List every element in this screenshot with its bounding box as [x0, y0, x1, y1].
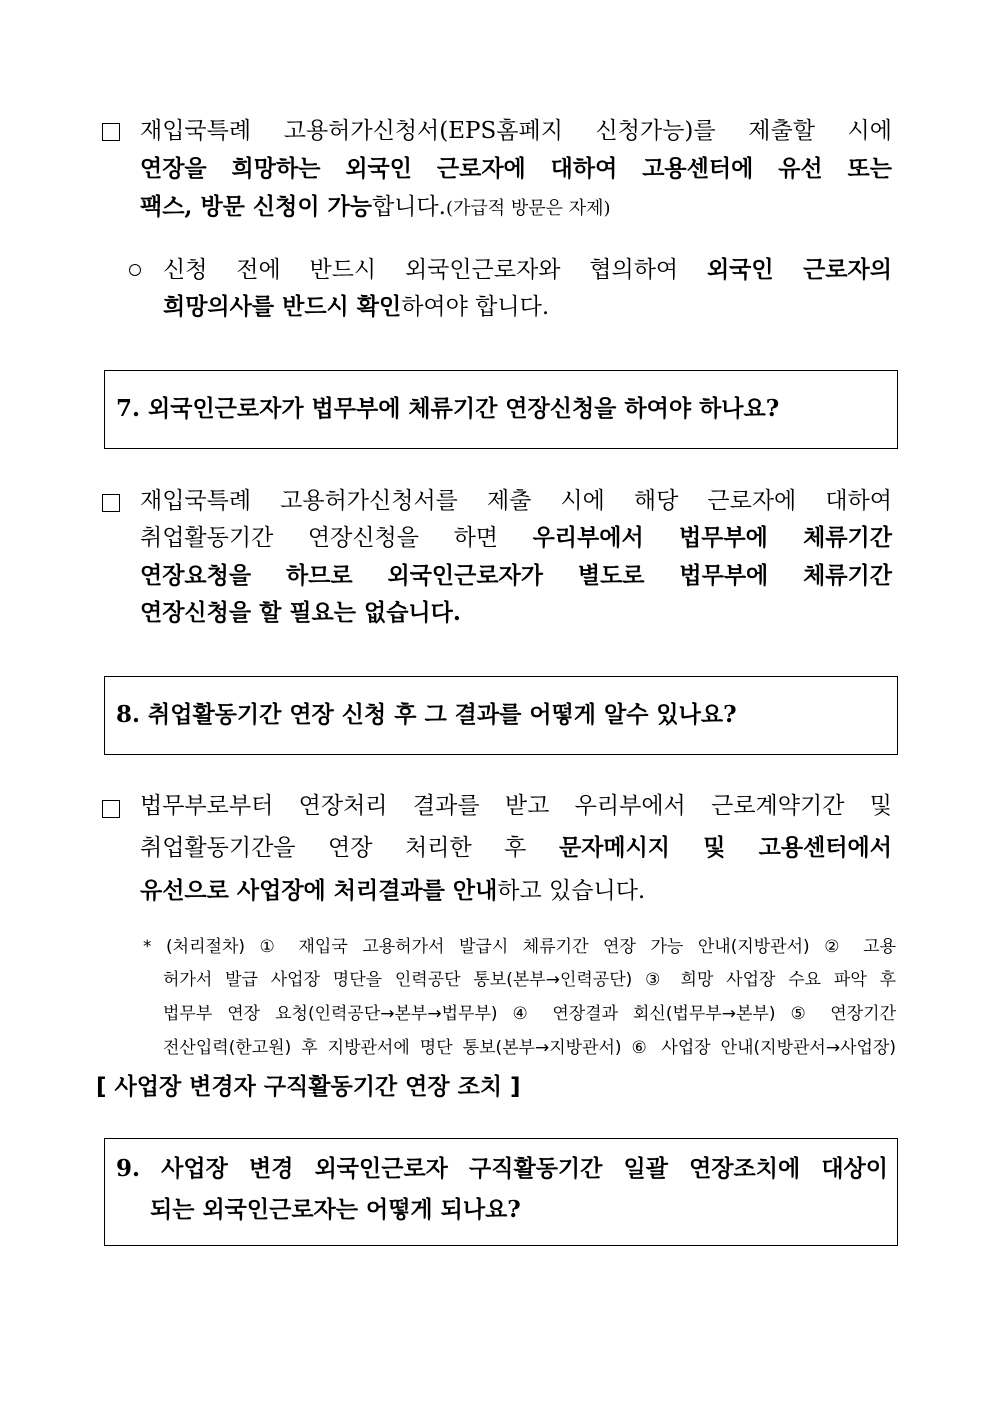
paragraph-3-line-2 [140, 833, 892, 863]
checkbox-bullet-icon [102, 123, 120, 141]
circle-bullet-icon [129, 264, 141, 276]
paragraph-3-line-3 [140, 876, 645, 906]
paragraph-2-line-3: 연장요청을 하므로 외국인근로자가 별도로 법무부에 체류기간 [140, 562, 892, 589]
paragraph-3-line-1: 법무부로부터 연장처리 결과를 받고 우리부에서 근로계약기간 및 [140, 793, 892, 819]
checkbox-bullet-icon [102, 494, 120, 512]
section-title: [ 사업장 변경자 구직활동기간 연장 조치 ] [96, 1074, 521, 1100]
paragraph-3-line-2-normal: 취업활동기간을 연장 처리한 후 [140, 835, 559, 861]
paragraph-1-line-1: 재입국특례 고용허가신청서(EPS홈페지 신청가능)를 제출할 시에 [140, 118, 892, 144]
procedure-note-line-4: 전산입력(한고원) 후 지방관서에 명단 통보(본부→지방관서) ⑥ 사업장 안내(지방관서→사업장) [163, 1038, 896, 1058]
checkbox-bullet-icon [102, 800, 120, 818]
sub-bullet-line-2-normal: 하여야 합니다. [401, 294, 550, 320]
procedure-note-line-2: 허가서 발급 사업장 명단을 인력공단 통보(본부→인력공단) ③ 희망 사업장 수요 파악 후 [163, 970, 896, 990]
paragraph-1-line-3-bold: 팩스, 방문 신청이 가능 [140, 193, 372, 220]
paragraph-2-line-2-normal: 취업활동기간 연장신청을 하면 [140, 525, 533, 551]
paragraph-1-line-3-note: (가급적 방문은 자제) [445, 198, 611, 219]
paragraph-1-line-3-normal: 합니다. [372, 194, 446, 220]
question-9-line-2: 되는 외국인근로자는 어떻게 되나요? [150, 1196, 521, 1223]
question-8-text: 8. 취업활동기간 연장 신청 후 그 결과를 어떻게 알수 있나요? [116, 701, 737, 728]
paragraph-2-line-4: 연장신청을 할 필요는 없습니다. [140, 599, 461, 626]
paragraph-1-line-2: 연장을 희망하는 외국인 근로자에 대하여 고용센터에 유선 또는 [140, 155, 892, 182]
sub-bullet-line-1 [163, 255, 892, 285]
sub-bullet-line-2 [163, 292, 549, 322]
paragraph-3-line-3-normal: 하고 있습니다. [497, 878, 646, 904]
question-7-text: 7. 외국인근로자가 법무부에 체류기간 연장신청을 하여야 하나요? [116, 395, 780, 422]
sub-bullet-line-1-bold: 외국인 근로자의 [706, 256, 892, 283]
paragraph-3-line-2-bold: 문자메시지 및 고용센터에서 [558, 834, 892, 861]
paragraph-2-line-2 [140, 523, 892, 553]
sub-bullet-line-1-normal: 신청 전에 반드시 외국인근로자와 협의하여 [163, 257, 707, 283]
sub-bullet-line-2-bold: 희망의사를 반드시 확인 [163, 293, 402, 320]
paragraph-2-line-1: 재입국특례 고용허가신청서를 제출 시에 해당 근로자에 대하여 [140, 488, 892, 514]
paragraph-3-line-3-bold: 유선으로 사업장에 처리결과를 안내 [140, 877, 498, 904]
paragraph-2-line-2-bold: 우리부에서 법무부에 체류기간 [532, 524, 892, 551]
question-9-line-1: 9. 사업장 변경 외국인근로자 구직활동기간 일괄 연장조치에 대상이 [116, 1155, 888, 1182]
procedure-note-line-1: * (처리절차) ① 재입국 고용허가서 발급시 체류기간 연장 가능 안내(지방관서) ② 고용 [143, 937, 896, 957]
paragraph-1-line-3 [140, 192, 611, 224]
procedure-note-line-3: 법무부 연장 요청(인력공단→본부→법무부) ④ 연장결과 회신(법무부→본부) ⑤ 연장기간 [163, 1004, 896, 1024]
